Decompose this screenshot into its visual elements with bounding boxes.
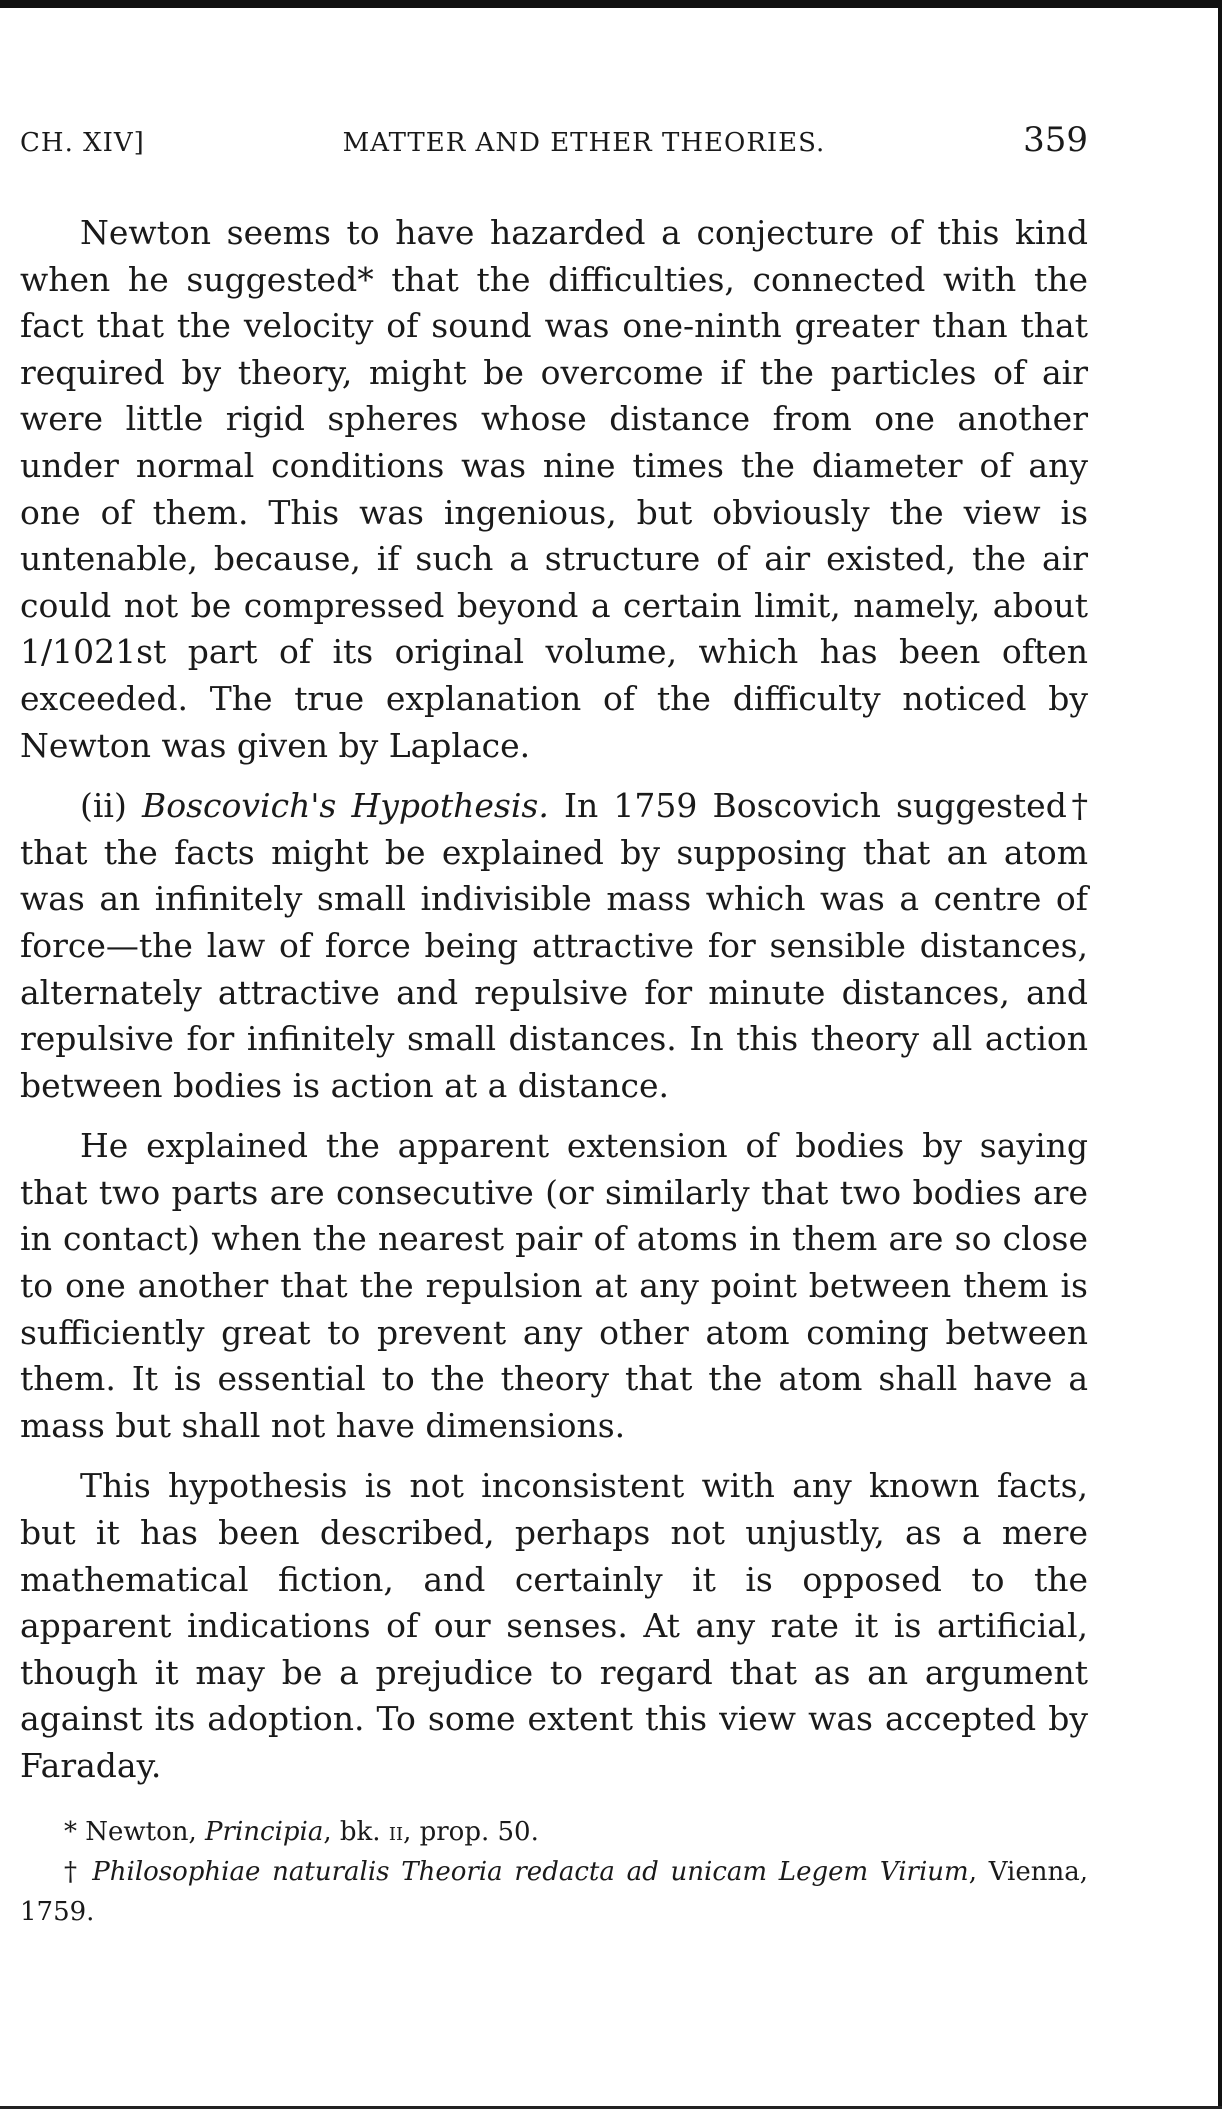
footnote-text: , bk. <box>323 1816 389 1847</box>
footnotes <box>20 1812 1088 1932</box>
footnote-author: Newton, <box>85 1816 206 1847</box>
page-number: 359 <box>1023 120 1088 160</box>
footnote-marker: * <box>64 1816 86 1847</box>
paragraph-boscovich-hypothesis <box>20 783 1088 1109</box>
paragraph-hypothesis-critique: This hypothesis is not inconsistent with any known facts, but it has been described, perhaps not unjustly, as a mere mathematical fiction, and certainly it is opposed to the apparent indications of our senses. At any rate it is artificial, though it may be a prejudice to regard that as an argument against its adoption. To some extent this view was accepted by Faraday. <box>20 1466 1088 1785</box>
book-page <box>20 120 1088 1932</box>
paragraph-text: In 1759 Boscovich suggested† that the facts might be explained by supposing that an atom was an infinitely small indivisible mass which was a centre of force—the law of force being attractive for sensible distances, alternately attractive and repulsive for minute distances, and repulsive for infinitely small distances. In this theory all action between bodies is action at a distance. <box>20 786 1088 1105</box>
footnote-text: , Vienna, 1759. <box>20 1856 1088 1927</box>
body-text <box>20 210 1088 1790</box>
footnote-work: Philosophiae naturalis Theoria redacta ad unicam Legem Virium <box>92 1856 969 1887</box>
running-head <box>20 120 1088 170</box>
chapter-label: CH. XIV] <box>20 128 145 158</box>
section-number: (ii) <box>80 786 142 826</box>
footnote-newton <box>20 1812 1088 1852</box>
paragraph-newton-conjecture: Newton seems to have hazarded a conjecture of this kind when he suggested* that the difficulties, connected with the fact that the velocity of sound was one-ninth greater than that required by theory, might be overcome if the particles of air were little rigid spheres whose distance from one another under normal conditions was nine times the diameter of any one of them. This was ingenious, but obviously the view is untenable, because, if such a structure of air existed, the air could not be compressed beyond a certain limit, namely, about 1/1021st part of its original volume, which has been often exceeded. The true explanation of the difficulty noticed by Newton was given by Laplace. <box>20 213 1088 765</box>
scan-edge-right <box>1218 0 1222 2109</box>
running-title: MATTER AND ETHER THEORIES. <box>342 128 826 158</box>
footnote-boscovich <box>20 1852 1088 1932</box>
footnote-text: , prop. 50. <box>403 1816 539 1847</box>
paragraph-apparent-extension: He explained the apparent extension of bodies by saying that two parts are consecutive (or similarly that two bodies are in contact) when the nearest pair of atoms in them are so close to one another that the repulsion at any point between them is sufficiently great to prevent any other atom coming between them. It is essential to the theory that the atom shall have a mass but shall not have dimensions. <box>20 1126 1088 1445</box>
footnote-marker: † <box>64 1856 93 1887</box>
footnote-book: ii <box>388 1816 404 1847</box>
section-heading: Boscovich's Hypothesis. <box>142 786 549 826</box>
footnote-work: Principia <box>205 1816 324 1847</box>
scan-edge-top <box>0 0 1222 8</box>
